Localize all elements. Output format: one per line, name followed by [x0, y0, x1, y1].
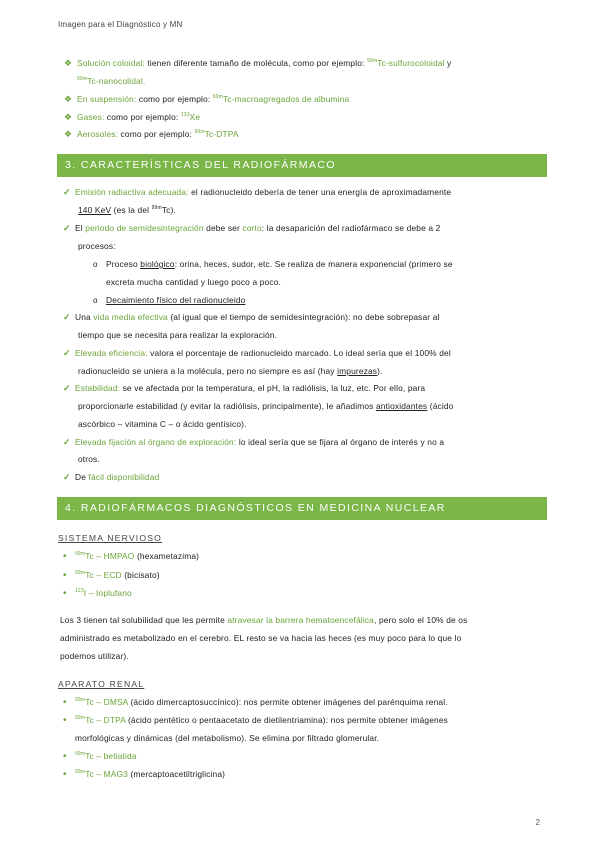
list-item-continuation: tiempo que se necesita para realizar la exploración.	[78, 330, 278, 340]
paragraph-line: Los 3 tienen tal solubilidad que les permite atravesar la barrera hematoencefálica, pero solo el 10% de os	[60, 615, 468, 625]
diamond-bullet-icon: ❖	[64, 94, 73, 104]
running-header: Imagen para el Diagnóstico y MN	[58, 20, 183, 29]
bullet-icon: •	[63, 715, 67, 726]
list-item: • $^{123}$I – Ioplufano	[63, 588, 132, 599]
list-item: ✓ De fácil disponibilidad	[63, 472, 160, 482]
list-item-continuation: ascórbico – vitamina C – o ácido gentísico).	[78, 419, 247, 429]
section-header-4: 4. RADIOFÁRMACOS DIAGNÓSTICOS EN MEDICINA NUCLEAR	[57, 497, 547, 520]
subheading-renal: APARATO RENAL	[58, 679, 145, 689]
check-icon: ✓	[63, 223, 71, 233]
bullet-icon: •	[63, 769, 67, 780]
paragraph-line: administrado es metabolizado en el cerebro. EL resto se va hacia las heces (es muy poco para lo que lo	[60, 633, 462, 643]
check-icon: ✓	[63, 312, 71, 322]
list-item: ❖ Aerosoles: como por ejemplo: $^{99m}$Tc-DTPA	[64, 129, 239, 139]
list-item: ❖ Gases: como por ejemplo: $^{133}$Xe	[64, 112, 201, 122]
list-item: ✓ El periodo de semidesintegración debe ser corto: la desaparición del radiofármaco se debe a 2	[63, 223, 441, 233]
check-icon: ✓	[63, 437, 71, 447]
bullet-icon: •	[63, 751, 67, 762]
check-icon: ✓	[63, 472, 71, 482]
bullet-icon: •	[63, 697, 67, 708]
list-item: ✓ Elevada fijación al órgano de exploración: lo ideal sería que se fijara al órgano de interés y no a	[63, 437, 445, 447]
bullet-icon: •	[63, 570, 67, 581]
diamond-bullet-icon: ❖	[64, 129, 73, 139]
list-item-continuation: $^{99m}$Tc-nanocolidal.	[77, 76, 146, 86]
list-item: ✓ Elevada eficiencia: valora el porcentaje de radionucleido marcado. Lo ideal sería que el 100% del	[63, 348, 451, 358]
circle-bullet-icon: o	[93, 260, 98, 269]
list-item: ✓ Emisión radiactiva adecuada: el radionucleido debería de tener una energía de aproximadamente	[63, 187, 452, 197]
section-header-3: 3. CARACTERÍSTICAS DEL RADIOFÁRMACO	[57, 154, 547, 177]
list-item: • $^{99m}$Tc – MAG3 (mercaptoacetiltriglicina)	[63, 769, 226, 780]
list-item-continuation: otros.	[78, 454, 100, 464]
list-item: • $^{99m}$Tc – ECD (bicisato)	[63, 570, 160, 581]
sub-list-item-continuation: excreta mucha cantidad y luego poco a poco.	[106, 277, 281, 287]
list-item: ❖ Solución coloidal: tienen diferente tamaño de molécula, como por ejemplo: $^{99m}$Tc-sulfurocoloidal y	[64, 58, 452, 68]
circle-bullet-icon: o	[93, 296, 98, 305]
list-item: • $^{99m}$Tc – betiatida	[63, 751, 137, 762]
check-icon: ✓	[63, 383, 71, 393]
bullet-icon: •	[63, 588, 67, 599]
list-item: • $^{99m}$Tc – DMSA (ácido dimercaptosuccínico): nos permite obtener imágenes del parénquima renal.	[63, 697, 448, 708]
diamond-bullet-icon: ❖	[64, 112, 73, 122]
list-item: • $^{99m}$Tc – DTPA (ácido pentético o pentaacetato de dietilentriamina): nos permite obtener imágenes	[63, 715, 448, 726]
list-item-continuation: morfológicas y dinámicas (del metabolismo). Se elimina por filtrado glomerular.	[75, 733, 380, 743]
list-item-continuation: radionucleido se uniera a la molécula, pero no siempre es así (hay impurezas).	[78, 366, 383, 376]
list-item: ❖ En suspensión: como por ejemplo: $^{99m}$Tc-macroagregados de albumina	[64, 94, 350, 104]
list-item: ✓ Estabilidad: se ve afectada por la temperatura, el pH, la radiólisis, la luz, etc. Por ello, para	[63, 383, 426, 393]
list-item-continuation: 140 KeV (es la del $^{99m}$Tc).	[78, 205, 176, 215]
sub-list-item: o Decaimiento físico del radionucleido	[93, 295, 246, 305]
check-icon: ✓	[63, 187, 71, 197]
bullet-icon: •	[63, 551, 67, 562]
check-icon: ✓	[63, 348, 71, 358]
paragraph-line: podemos utilizar).	[60, 651, 129, 661]
list-item: ✓ Una vida media efectiva (al igual que el tiempo de semidesintegración): no debe sobrepasar al	[63, 312, 440, 322]
diamond-bullet-icon: ❖	[64, 58, 73, 68]
list-item-continuation: procesos:	[78, 241, 116, 251]
list-item: • $^{99m}$Tc – HMPAO (hexametazima)	[63, 551, 200, 562]
sub-list-item: o Proceso biológico: orina, heces, sudor, etc. Se realiza de manera exponencial (primero se	[93, 259, 453, 269]
subheading-nervioso: SISTEMA NERVIOSO	[58, 533, 163, 543]
page-number: 2	[535, 818, 540, 827]
list-item-continuation: proporcionarle estabilidad (y evitar la radiólisis, principalmente), le añadimos antioxidantes (ácido	[78, 401, 454, 411]
